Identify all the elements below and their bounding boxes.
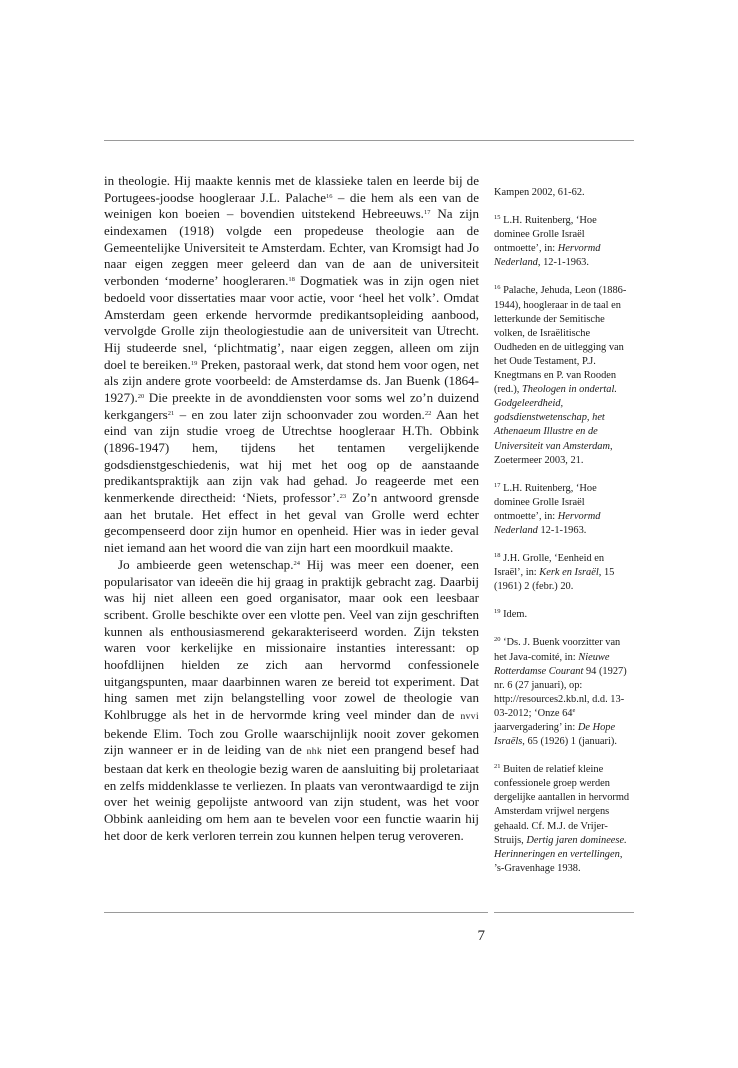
acronym-nvvi: nvvi (460, 712, 479, 722)
footnote-ref-21[interactable]: 21 (167, 409, 175, 417)
text-run: in theologie. Hij maakte kennis met de klassieke talen en leerde bij de Portugees-joodse hoogleraar J.L. Palache (104, 173, 479, 205)
footnote-number: 15 (494, 214, 501, 222)
footnote-number: 19 (494, 608, 501, 616)
footer-rule-main (104, 912, 488, 913)
page-number: 7 (477, 928, 485, 944)
footnote-number: 21 (494, 763, 501, 771)
footnotes-column (494, 186, 634, 890)
footnote-number: 17 (494, 481, 501, 489)
footnote-18 (494, 552, 634, 594)
footnote-text: , ’s-Gravenhage 1938. (494, 848, 623, 874)
footnote-title: Dertig jaren domineese. Herinneringen en vertellingen (494, 834, 627, 860)
text-run: – die hem als een van de weinigen kon boeien – bovendien uitstekend Hebreeuws. (104, 189, 479, 222)
footnote-text: , 15 (1961) 2 (febr.) 20. (494, 567, 615, 593)
text-run: niet een prangend besef had bestaan dat kerk en theologie bezig waren de aansluiting bij proletariaat en zelfs middenklasse te verliezen. In plaats van verontwaardigd te zijn over het weinig gepolijste antwoord van zijn student, was het voor Obbink aanleiding om hem aan te bevelen voor een functie waarin hij het door de kerk verloren terrein zou kunnen helpen terug veroveren. (104, 742, 479, 843)
acronym-nhk: nhk (306, 747, 323, 758)
footnote-ref-23[interactable]: 23 (339, 493, 347, 501)
footnote-number: 18 (494, 552, 501, 560)
footnote-14-continued (494, 186, 634, 200)
footnote-number: 20 (494, 636, 501, 644)
ordinal-superscript: e (572, 706, 576, 714)
footnote-title: Hervormd Nederland (494, 510, 601, 536)
text-run: Dogmatiek was in zijn ogen niet bedoeld voor dissertaties maar voor actie, voor ‘heel het volk’. Omdat Amsterdam geen erkende hervormde predikantsopleiding aanbood, vervolgde Grolle zijn theologiestudie aan de universiteit van Utrecht. Hij studeerde snel, ‘plichtmatig’, naar eigen zeggen, alleen om zijn doel te bereiken. (104, 273, 479, 372)
footnote-text: 12-1-1963. (537, 524, 587, 536)
footnote-text: L.H. Ruitenberg, ‘Hoe dominee Grolle Israël ontmoette’, in: (494, 482, 597, 522)
footnote-text: , Zoetermeer 2003, 21. (494, 440, 613, 466)
text-run: – en zou later zijn schoonvader zou worden. (174, 406, 425, 422)
footnote-ref-18[interactable]: 18 (288, 276, 295, 284)
footnote-15 (494, 214, 634, 270)
footnote-text: Idem. (500, 609, 528, 621)
text-run: Aan het eind van zijn studie vroeg de Utrechtse hoogleraar H.Th. Obbink (1896-1947) hem, tijdens het tentamen vergelijkende godsdienstgeschiedenis, wat hij met het oog op de aanstaande predikantspraktijk aan zijn vak had gehad. Jo reageerde met een kenmerkende directheid: ‘Niets, professor’. (104, 406, 480, 506)
text-run: Preken, pastoraal werk, dat stond hem voor ogen, net als zijn andere grote voorbeeld: de Amsterdamse ds. Jan Buenk (1864-1927). (104, 356, 480, 405)
text-run: Na zijn eindexamen (1918) volgde een propedeuse theologie aan de Gemeentelijke Universiteit te Amsterdam. Echter, van Kromsigt had Jo naar eigen zeggen meer geleerd dan van de aan de universiteit verbonden ‘moderne’ hoogleraren. (104, 206, 479, 289)
footnote-ref-17[interactable]: 17 (423, 209, 431, 217)
footnote-title: Kerk en Israël (539, 567, 599, 579)
paragraph-2 (104, 557, 479, 845)
footnote-text: , 65 (1926) 1 (januari). (522, 736, 617, 748)
footnote-text: 94 (1927) nr. 6 (27 januari), op: http://resources2.kb.nl, d.d. 13-03-2012; ‘Onze 64 (494, 665, 627, 719)
footnote-title: De Hope Israëls (494, 722, 616, 748)
footnote-21 (494, 763, 634, 876)
footnote-ref-22[interactable]: 22 (424, 409, 432, 417)
footnote-17 (494, 482, 634, 538)
footnote-text: J.H. Grolle, ‘Eenheid en Israël’, in: (494, 553, 605, 579)
text-run: Die preekte in de avonddiensten voor soms wel zo’n duizend kerkgangers (104, 389, 479, 422)
footnote-text: Palache, Jehuda, Leon (1886-1944), hoogleraar in de taal en letterkunde der Semitische volken, de Israëlitische Oudheden en de uitlegging van het Oude Testament, P.J. Knegtmans en P. van Rooden (red.), (494, 285, 627, 396)
text-run: Zo’n antwoord grensde aan het brutale. Het effect in het geval van Grolle werd echter gecompenseerd door zijn humor en openheid. Hier was in ieder geval niet iemand aan het woord die van zijn hart een moordkuil maakte. (104, 490, 479, 556)
footnote-ref-19[interactable]: 19 (190, 359, 198, 367)
footnote-text: , 12-1-1963. (537, 257, 589, 269)
footnote-16 (494, 284, 634, 467)
footnote-ref-24[interactable]: 24 (293, 559, 300, 567)
header-rule (104, 140, 634, 141)
footnote-19 (494, 608, 634, 622)
footnote-title: Nieuwe Rotterdamse Courant (494, 651, 610, 677)
footnote-text: Kampen 2002, 61-62. (494, 187, 585, 198)
footnote-text: Buiten de relatief kleine confessionele groep werden dergelijke aantallen in hervormd Amsterdam vrijwel nergens gehaald. Cf. M.J. de Vrijer-Struijs, (494, 764, 630, 846)
text-run: bekende Elim. Toch zou Grolle waarschijnlijk nooit zover gekomen zijn wanneer er in de leiding van de (104, 725, 479, 758)
text-run: Jo ambieerde geen wetenschap. (118, 556, 294, 572)
footnote-text: ‘Ds. J. Buenk voorzitter van het Java-comité, in: (494, 637, 621, 663)
footnote-ref-16[interactable]: 16 (326, 192, 333, 200)
footnote-ref-20[interactable]: 20 (137, 392, 145, 400)
footnote-number: 16 (494, 284, 501, 292)
footnote-title: Theologen in ondertal. Godgeleerdheid, godsdienstwetenschap, het Athenaeum Illustre en de Universiteit van Amsterdam (494, 384, 617, 452)
paragraph-1 (104, 173, 479, 557)
footnote-20 (494, 636, 634, 749)
footnote-text: L.H. Ruitenberg, ‘Hoe dominee Grolle Israël ontmoette’, in: (494, 215, 597, 255)
footnote-text: jaarvergadering’ in: (494, 722, 578, 733)
footnote-title: Hervormd Nederland (494, 243, 601, 269)
text-run: Hij was meer een doener, een popularisator van ideeën die hij graag in praktijk gebracht zag. Daarbij was hij niet alleen een goed organisator, maar ook een leesbaar scribent. Grolle beschikte over een vlotte pen. Veel van zijn geschriften kunnen als enthousiasmerend gekarakteriseerd worden. Zijn teksten waren voor kerkelijke en missionaire instanties interessant: op hoofdlijnen hielden ze zich aan hervormd confessionele uitgangspunten, maar daarbinnen waren ze bereid tot experiment. Dat hing samen met zijn belangstelling voor zowel de theologie van Kohlbrugge als het in de hervormde kring veel minder dan de (104, 556, 479, 722)
main-text-column (104, 173, 479, 845)
footer-rule-notes (494, 912, 634, 913)
